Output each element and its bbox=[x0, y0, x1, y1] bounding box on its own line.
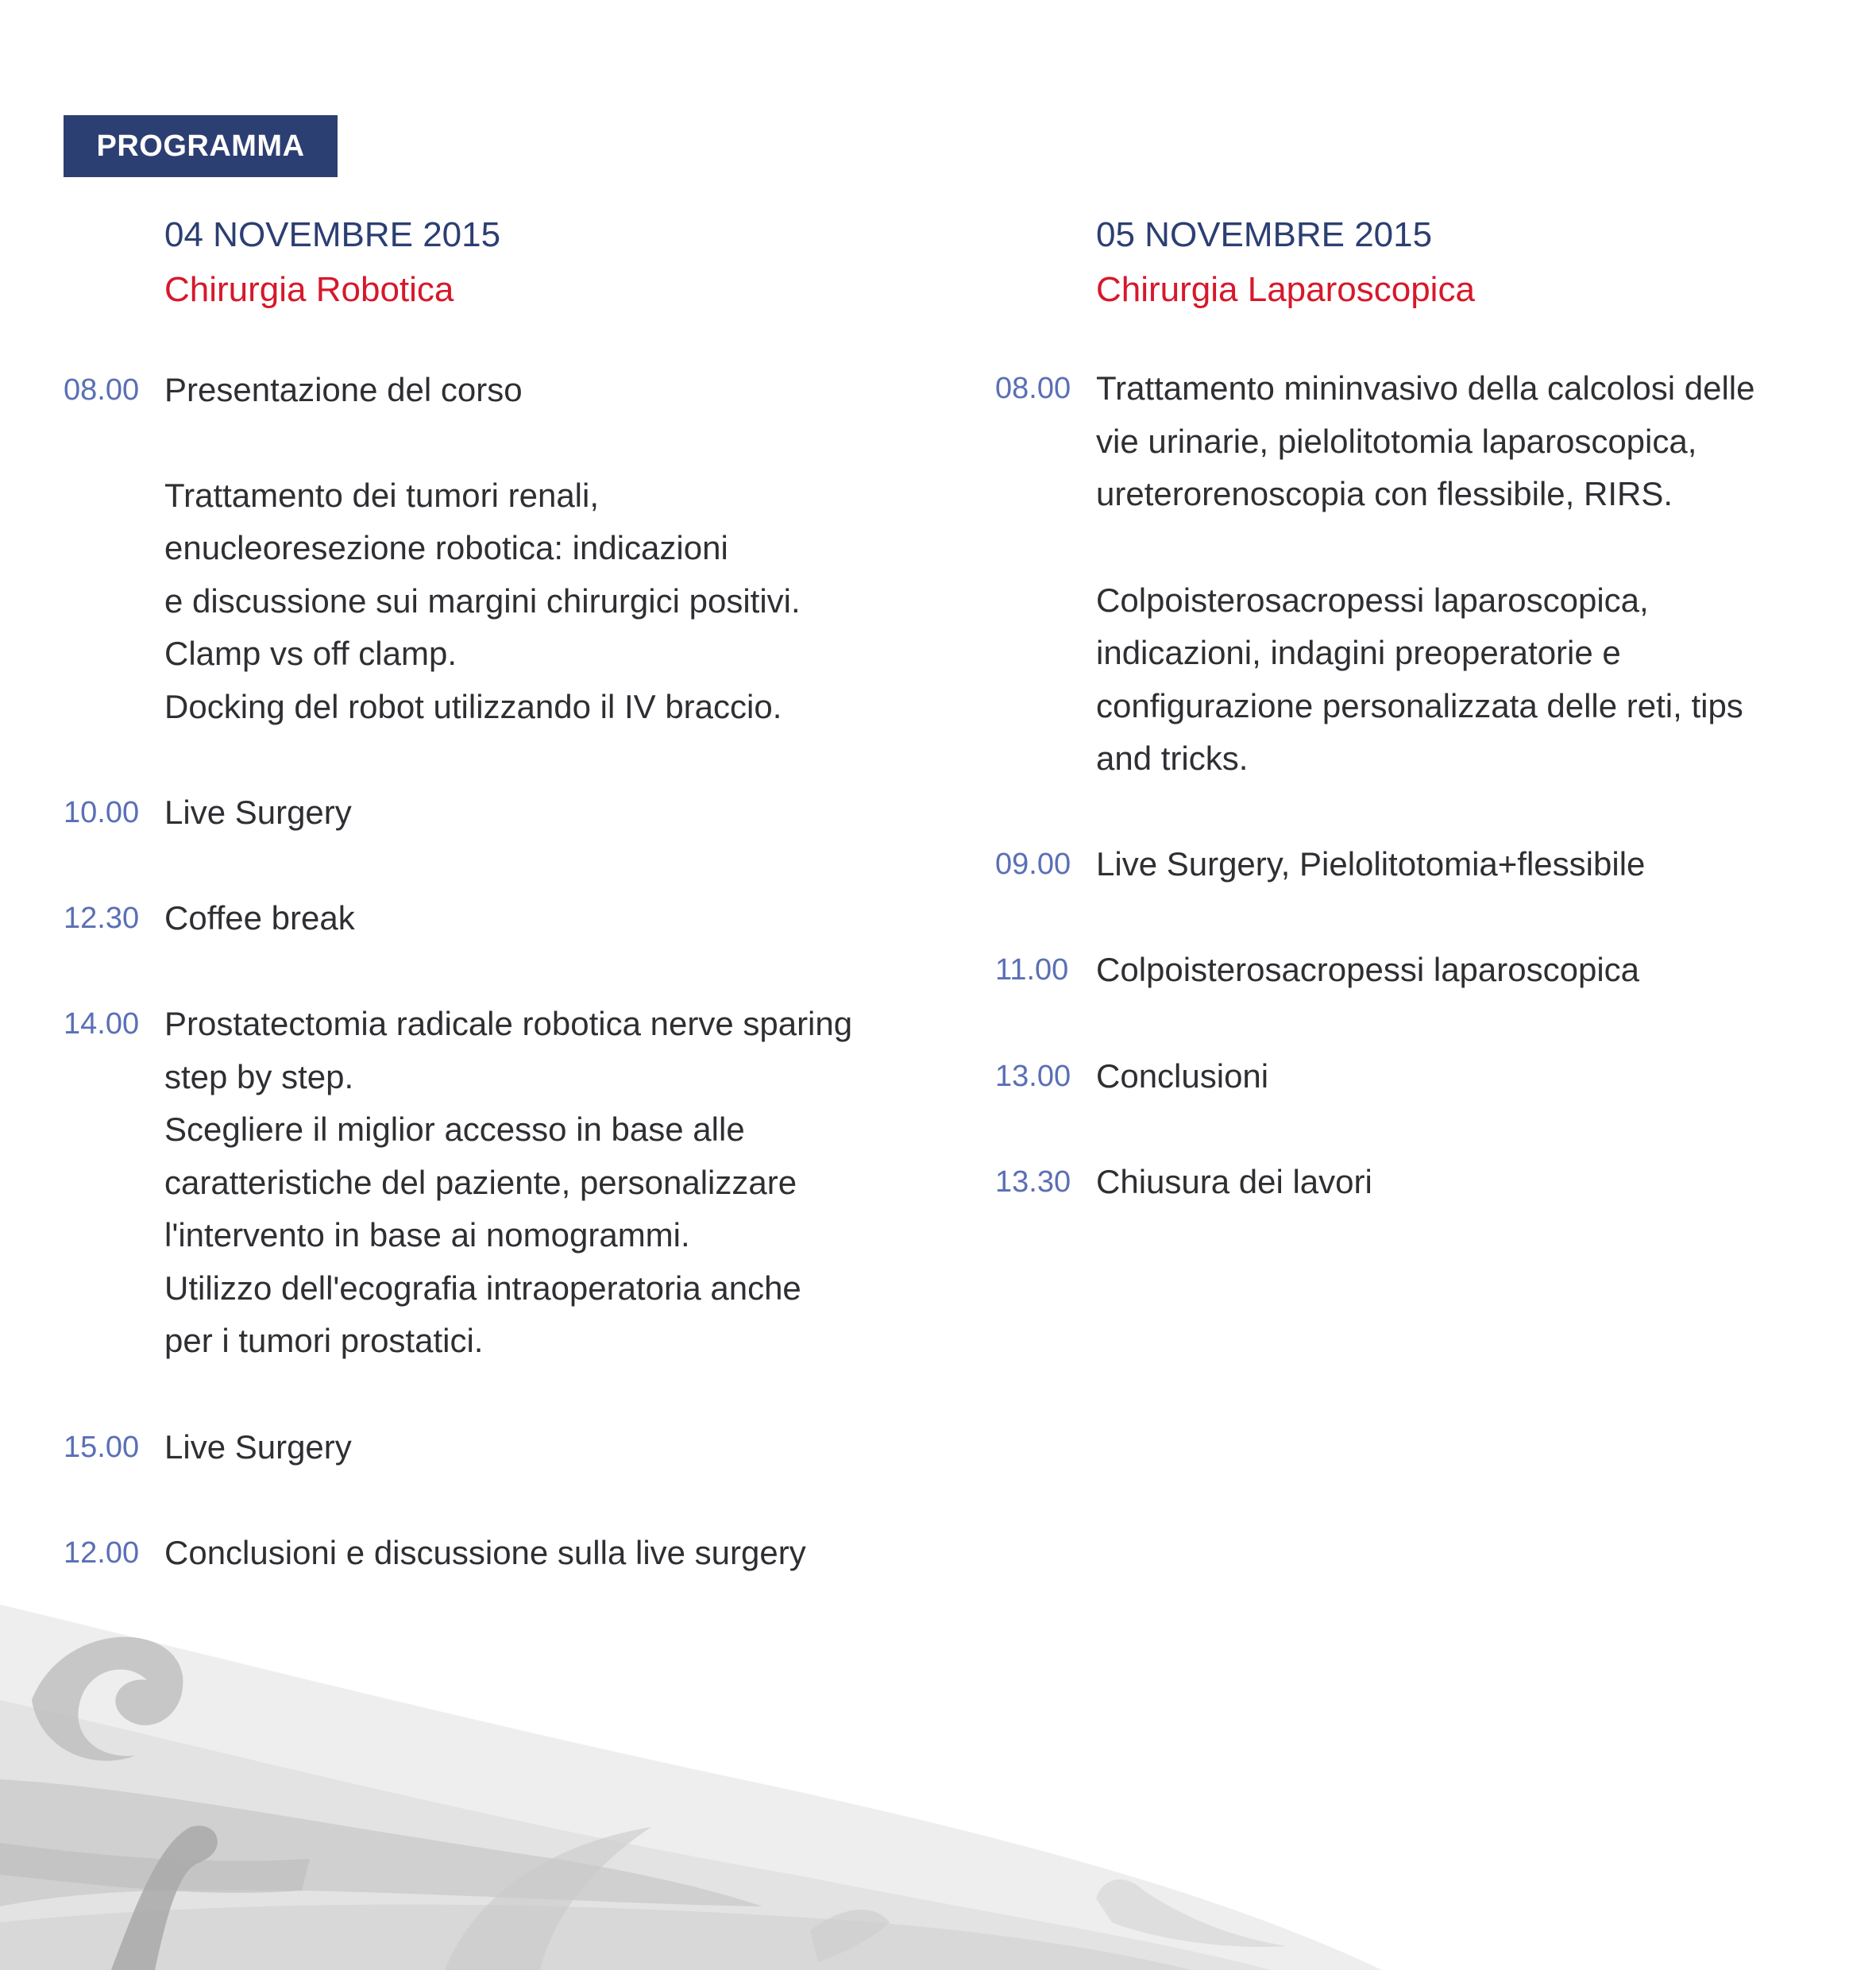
schedule-time: 13.30 bbox=[995, 1165, 1071, 1199]
schedule-item bbox=[64, 469, 905, 734]
schedule-item bbox=[64, 1527, 905, 1580]
day2-column bbox=[995, 214, 1789, 1209]
schedule-item bbox=[64, 892, 905, 945]
schedule-item bbox=[995, 1050, 1789, 1103]
schedule-text: Conclusioni bbox=[1096, 1056, 1269, 1095]
day1-schedule bbox=[64, 364, 905, 1580]
schedule-text: Coffee break bbox=[164, 898, 355, 937]
schedule-text: Live Surgery bbox=[164, 1427, 352, 1466]
schedule-time: 09.00 bbox=[995, 847, 1071, 881]
day2-date: 05 NOVEMBRE 2015 bbox=[1096, 215, 1433, 254]
decorative-background-swoosh bbox=[0, 1589, 1876, 1970]
schedule-item bbox=[995, 574, 1789, 786]
day1-column bbox=[64, 214, 905, 1580]
schedule-time: 08.00 bbox=[995, 372, 1071, 405]
schedule-time: 15.00 bbox=[64, 1430, 140, 1464]
schedule-item bbox=[64, 364, 905, 417]
schedule-time: 12.30 bbox=[64, 901, 140, 935]
schedule-text: Conclusioni e discussione sulla live surgery bbox=[164, 1534, 806, 1571]
section-title-badge bbox=[64, 115, 338, 177]
schedule-text: Trattamento dei tumori renali, enucleoresezione robotica: indicazioni e discussione sui margini chirurgici positivi. Clamp vs off clamp. Docking del robot utilizzando il IV braccio. bbox=[164, 476, 801, 725]
schedule-text: Live Surgery, Pielolitotomia+flessibile bbox=[1096, 844, 1646, 883]
day2-schedule bbox=[995, 362, 1789, 1209]
schedule-time: 08.00 bbox=[64, 373, 140, 407]
schedule-text: Colpoisterosacropessi laparoscopica, indicazioni, indagini preoperatorie e configurazione personalizzata delle reti, tips and tricks. bbox=[1096, 581, 1743, 777]
schedule-time: 14.00 bbox=[64, 1007, 140, 1041]
schedule-text: Colpoisterosacropessi laparoscopica bbox=[1096, 951, 1640, 988]
schedule-item bbox=[995, 362, 1789, 521]
schedule-time: 13.00 bbox=[995, 1059, 1071, 1093]
day1-subtitle: Chirurgia Robotica bbox=[164, 270, 454, 309]
schedule-time: 10.00 bbox=[64, 796, 140, 829]
schedule-text: Presentazione del corso bbox=[164, 371, 523, 408]
schedule-time: 11.00 bbox=[995, 953, 1069, 987]
schedule-text: Prostatectomia radicale robotica nerve sparing step by step. Scegliere il miglior accesso in base alle caratteristiche del paziente, personalizzare l'intervento in base ai nomogrammi. Utilizzo dell'ecografia intraoperatoria anche per i tumori prostatici. bbox=[164, 1005, 853, 1359]
schedule-item bbox=[64, 1421, 905, 1474]
schedule-item bbox=[995, 838, 1789, 891]
schedule-item bbox=[64, 786, 905, 840]
schedule-text: Trattamento mininvasivo della calcolosi delle vie urinarie, pielolitotomia laparoscopica, ureterorenoscopia con flessibile, RIRS. bbox=[1096, 369, 1755, 512]
day1-date: 04 NOVEMBRE 2015 bbox=[164, 215, 501, 254]
schedule-text: Live Surgery bbox=[164, 794, 352, 831]
schedule-item bbox=[995, 944, 1789, 997]
section-title: PROGRAMMA bbox=[96, 129, 305, 163]
day2-subtitle: Chirurgia Laparoscopica bbox=[1096, 270, 1475, 309]
schedule-time: 12.00 bbox=[64, 1536, 140, 1570]
schedule-text: Chiusura dei lavori bbox=[1096, 1163, 1372, 1200]
schedule-item bbox=[995, 1156, 1789, 1209]
schedule-item bbox=[64, 998, 905, 1368]
